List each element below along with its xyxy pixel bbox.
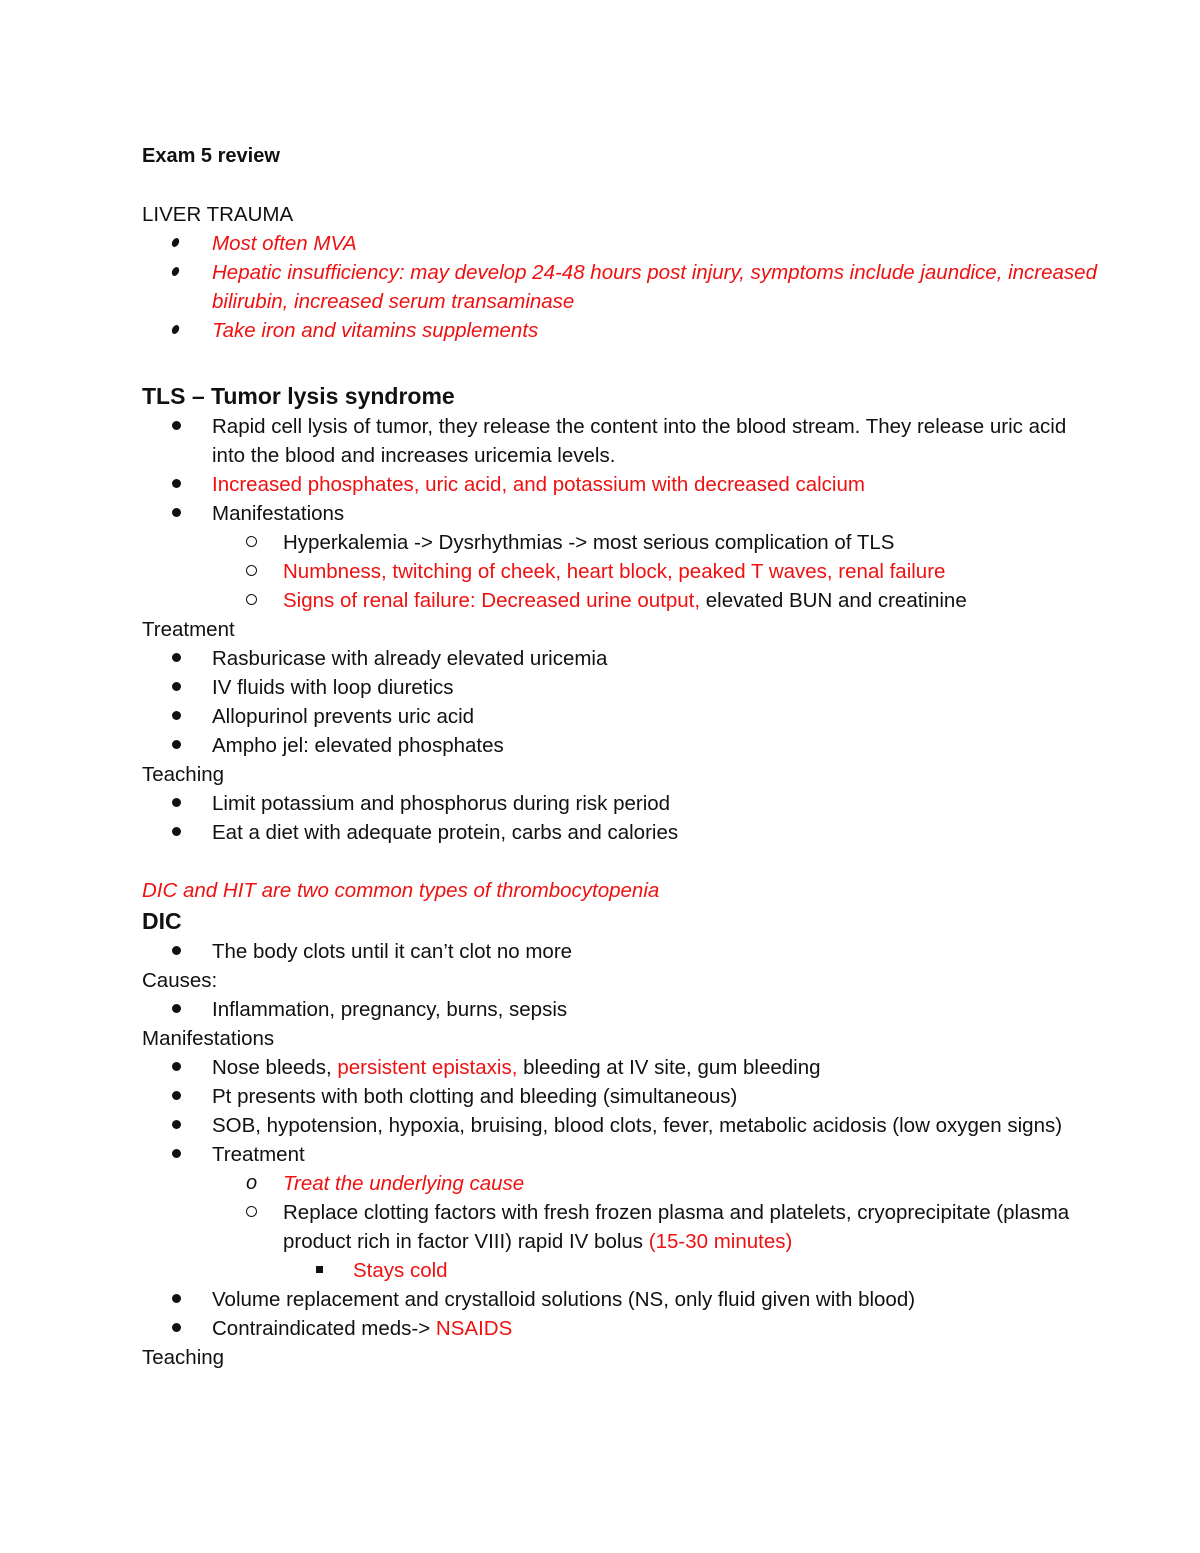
list-item: Replace clotting factors with fresh frozen plasma and platelets, cryoprecipitate (plasma product rich in factor VIII) rapid IV bolus (15-30 minutes) xyxy=(142,1198,1102,1256)
bullet-icon xyxy=(172,1285,181,1314)
list-item: Eat a diet with adequate protein, carbs and calories xyxy=(142,818,1102,847)
list-item: Pt presents with both clotting and bleeding (simultaneous) xyxy=(142,1082,1102,1111)
liver-trauma-heading: LIVER TRAUMA xyxy=(142,203,294,226)
bullet-icon xyxy=(172,229,179,258)
list-item: The body clots until it can’t clot no more xyxy=(142,937,1102,966)
square-bullet-icon xyxy=(316,1256,323,1285)
tls-teaching-list xyxy=(142,789,1102,847)
document-title: Exam 5 review xyxy=(142,145,280,167)
list-item: o Treat the underlying cause xyxy=(142,1169,1102,1198)
bullet-icon xyxy=(172,1314,181,1343)
thrombocytopenia-note: DIC and HIT are two common types of thrombocytopenia xyxy=(142,879,660,902)
tls-heading: TLS – Tumor lysis syndrome xyxy=(142,383,455,409)
dic-causes-label: Causes: xyxy=(142,969,218,992)
circle-bullet-icon xyxy=(246,586,257,615)
italic-o-bullet-icon: o xyxy=(246,1172,258,1194)
dic-manifestations-list xyxy=(142,1053,1102,1343)
bullet-icon xyxy=(172,702,181,731)
list-item: Numbness, twitching of cheek, heart block, peaked T waves, renal failure xyxy=(142,557,1102,586)
list-item: IV fluids with loop diuretics xyxy=(142,673,1102,702)
bullet-icon xyxy=(172,316,179,345)
list-item: Hepatic insufficiency: may develop 24-48 hours post injury, symptoms include jaundice, increased bilirubin, increased serum transaminase xyxy=(142,258,1102,316)
tls-teaching-label: Teaching xyxy=(142,763,225,786)
bullet-icon xyxy=(172,258,179,287)
dic-heading: DIC xyxy=(142,908,182,934)
bullet-icon xyxy=(172,937,181,966)
dic-manifestations-label: Manifestations xyxy=(142,1027,275,1050)
tls-list xyxy=(142,412,1102,615)
list-item: Volume replacement and crystalloid solutions (NS, only fluid given with blood) xyxy=(142,1285,1102,1314)
bullet-icon xyxy=(172,470,181,499)
list-item: Manifestations xyxy=(142,499,1102,528)
list-item: Stays cold xyxy=(142,1256,1102,1285)
list-item: SOB, hypotension, hypoxia, bruising, blood clots, fever, metabolic acidosis (low oxygen signs) xyxy=(142,1111,1102,1140)
list-item: Allopurinol prevents uric acid xyxy=(142,702,1102,731)
list-item: Increased phosphates, uric acid, and potassium with decreased calcium xyxy=(142,470,1102,499)
bullet-icon xyxy=(172,644,181,673)
bullet-icon xyxy=(172,1053,181,1082)
circle-bullet-icon xyxy=(246,557,257,586)
dic-intro-list xyxy=(142,937,1102,966)
list-item: Rapid cell lysis of tumor, they release the content into the blood stream. They release uric acid into the blood and increases uricemia levels. xyxy=(142,412,1102,470)
dic-teaching-label: Teaching xyxy=(142,1346,225,1369)
list-item: Contraindicated meds-> NSAIDS xyxy=(142,1314,1102,1343)
list-item: Take iron and vitamins supplements xyxy=(142,316,1102,345)
tls-treatment-list xyxy=(142,644,1102,760)
bullet-icon xyxy=(172,818,181,847)
circle-bullet-icon xyxy=(246,528,257,557)
bullet-icon xyxy=(172,995,181,1024)
list-item: Hyperkalemia -> Dysrhythmias -> most serious complication of TLS xyxy=(142,528,1102,557)
bullet-icon xyxy=(172,1140,181,1169)
bullet-icon xyxy=(172,731,181,760)
circle-bullet-icon xyxy=(246,1198,257,1227)
list-item: Rasburicase with already elevated uricemia xyxy=(142,644,1102,673)
list-item: Limit potassium and phosphorus during risk period xyxy=(142,789,1102,818)
bullet-icon xyxy=(172,412,181,441)
list-item: Ampho jel: elevated phosphates xyxy=(142,731,1102,760)
list-item: Nose bleeds, persistent epistaxis, bleeding at IV site, gum bleeding xyxy=(142,1053,1102,1082)
list-item: Signs of renal failure: Decreased urine output, elevated BUN and creatinine xyxy=(142,586,1102,615)
bullet-icon xyxy=(172,789,181,818)
dic-causes-list xyxy=(142,995,1102,1024)
list-item: Most often MVA xyxy=(142,229,1102,258)
document-body xyxy=(142,142,1102,1372)
tls-treatment-label: Treatment xyxy=(142,618,235,641)
list-item: Inflammation, pregnancy, burns, sepsis xyxy=(142,995,1102,1024)
liver-trauma-list xyxy=(142,229,1102,345)
bullet-icon xyxy=(172,1082,181,1111)
bullet-icon xyxy=(172,499,181,528)
bullet-icon xyxy=(172,673,181,702)
bullet-icon xyxy=(172,1111,181,1140)
list-item: Treatment xyxy=(142,1140,1102,1169)
